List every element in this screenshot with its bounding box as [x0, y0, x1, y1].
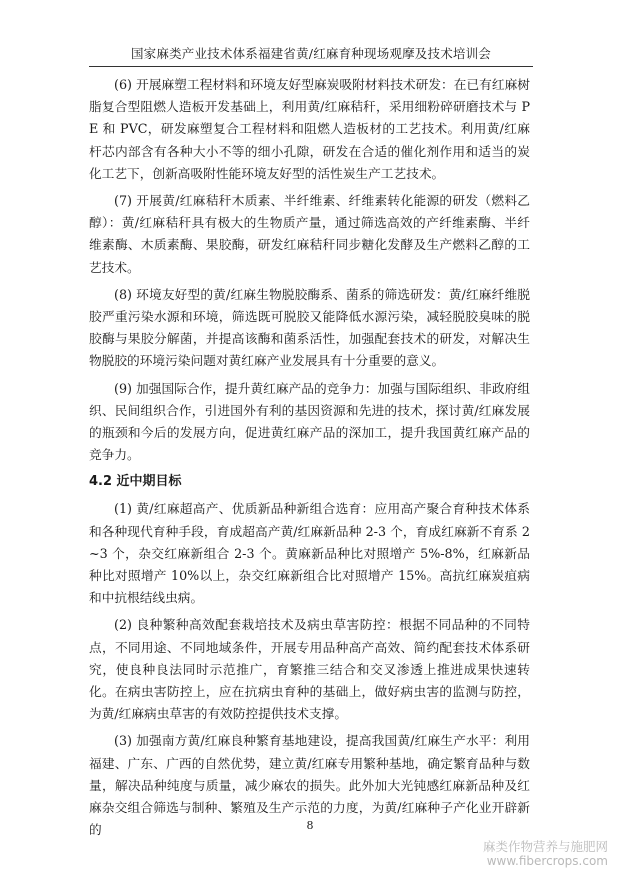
goal-paragraph-1: (1) 黄/红麻超高产、优质新品种新组合选育：应用高产聚合育种技术体系和各种现代育种手段，育成超高产黄/红麻新品种 2-3 个，育成红麻新不育系 2~3 个，杂交红麻新组合 2-3 个。黄麻新品种比对照增产 5%-8%，红麻新品种比对照增产 10%以上，杂交红麻新组合比对照增产 15%。高抗红麻炭疽病和中抗根结线虫病。	[89, 501, 530, 606]
goal-paragraph-2: (2) 良种繁种高效配套栽培技术及病虫草害防控：根据不同品种的不同特点，不同用途、不同地域条件，开展专用品种高产高效、简约配套技术体系研究，使良种良法同时示范推广，育繁推三结合和交叉渗透上推进成果快速转化。在病虫害防控上，应在抗病虫育种的基础上，做好病虫害的监测与防控，为黄/红麻病虫草害的有效防控提供技术支撑。	[89, 617, 530, 722]
paragraph-9: (9) 加强国际合作，提升黄红麻产品的竞争力：加强与国际组织、非政府组织、民间组织合作，引进国外有利的基因资源和先进的技术，探讨黄/红麻发展的瓶颈和今后的发展方向，促进黄红麻产品的深加工，提升我国黄红麻产品的竞争力。	[89, 380, 530, 463]
header-rule	[89, 66, 533, 67]
goal-paragraph-3: (3) 加强南方黄/红麻良种繁育基地建设，提高我国黄/红麻生产水平：利用福建、广东、广西的自然优势，建立黄/红麻专用繁种基地，确定繁育品种与数量，解决品种纯度与质量，减少麻农的损失。此外加大光钝感红麻新品种及红麻杂交组合筛选与制种、繁殖及生产示范的力度，为黄/红麻种子产化业开辟新的	[89, 733, 530, 838]
watermark-url: www.fibercrops.com	[486, 854, 608, 868]
section-heading: 4.2 近中期目标	[89, 474, 182, 490]
page-number: 8	[306, 819, 314, 832]
running-header: 国家麻类产业技术体系福建省黄/红麻育种现场观摩及技术培训会	[130, 46, 491, 61]
paragraph-6: (6) 开展麻塑工程材料和环境友好型麻炭吸附材料技术研发：在已有红麻树脂复合型阻燃人造板开发基础上，利用黄/红麻秸秆，采用细粉碎研磨技术与 PE 和 PVC，研发麻塑复合工程材料和阻燃人造板材的工艺技术。利用黄/红麻杆芯内部含有各种大小不等的细小孔隙，研发在合适的催化剂作用和适当的炭化工艺下，创新高吸附性能环境友好型的活性炭生产工艺技术。	[89, 77, 530, 181]
paragraph-7: (7) 开展黄/红麻秸秆木质素、半纤维素、纤维素转化能源的研发（燃料乙醇）：黄/红麻秸秆具有极大的生物质产量，通过筛选高效的产纤维素酶、半纤维素酶、木质素酶、果胶酶，研发红麻秸秆同步糖化发酵及生产燃料乙醇的工艺技术。	[89, 193, 530, 275]
watermark-name: 麻类作物营养与施肥网	[482, 839, 608, 854]
page-body	[89, 74, 530, 847]
site-watermark	[458, 840, 608, 868]
paragraph-8: (8) 环境友好型的黄/红麻生物脱胶酶系、菌系的筛选研发：黄/红麻纤维脱胶严重污染水源和环境，筛选既可脱胶又能降低水源污染，减轻脱胶臭味的脱胶酶与果胶分解菌，并提高该酶和菌系活性，加强配套技术的研发，对解决生物脱胶的环境污染问题对黄红麻产业发展具有十分重要的意义。	[89, 286, 530, 369]
